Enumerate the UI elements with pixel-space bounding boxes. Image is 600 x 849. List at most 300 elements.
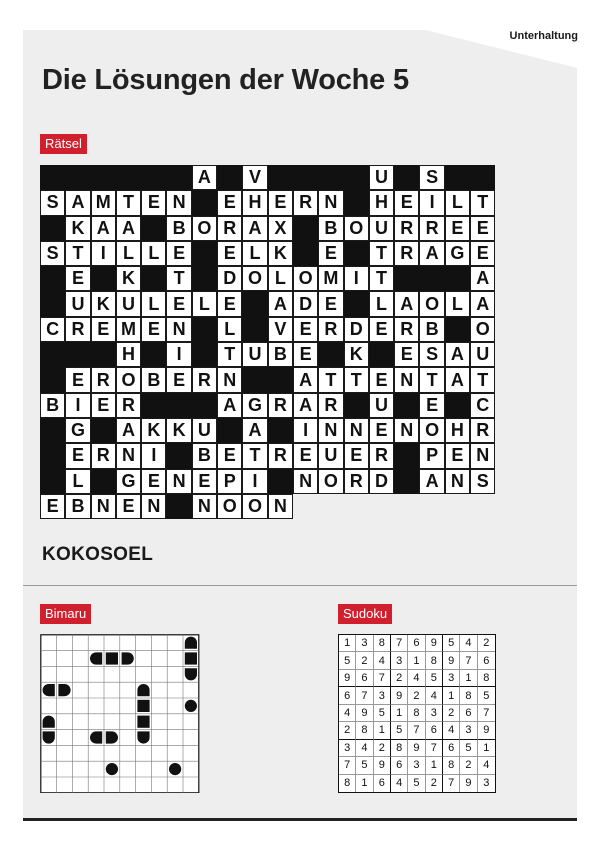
- letter-cell: L: [116, 241, 141, 266]
- letter-cell: R: [293, 190, 318, 215]
- letter-cell: E: [217, 241, 242, 266]
- sudoku-cell: 7: [391, 635, 408, 652]
- letter-cell: R: [116, 393, 141, 418]
- letter-cell: T: [166, 266, 191, 291]
- letter-cell: E: [217, 190, 242, 215]
- ship-segment-right: [58, 684, 70, 696]
- letter-cell: L: [192, 291, 217, 316]
- crossword-row: [40, 418, 495, 443]
- ship-segment-bottom: [43, 731, 55, 743]
- sudoku-cell: 6: [460, 705, 477, 722]
- sudoku-cell: 9: [408, 740, 425, 757]
- sudoku-cell: 7: [356, 687, 373, 704]
- ship-segment-left: [90, 731, 102, 743]
- ship-segment-sub: [106, 763, 118, 775]
- crossword-row: [40, 393, 495, 418]
- letter-cell: A: [470, 291, 495, 316]
- sudoku-cell: 3: [443, 670, 460, 687]
- letter-cell: A: [293, 367, 318, 392]
- sudoku-cell: 2: [391, 670, 408, 687]
- letter-cell: E: [65, 367, 90, 392]
- black-cell: [141, 165, 166, 190]
- letter-cell: R: [394, 317, 419, 342]
- black-cell: [344, 190, 369, 215]
- sudoku-tag: Sudoku: [338, 604, 392, 624]
- letter-cell: L: [369, 291, 394, 316]
- sudoku-cell: 9: [478, 722, 495, 739]
- sudoku-cell: 1: [339, 635, 356, 652]
- bimaru-grid: [40, 634, 200, 793]
- letter-cell: K: [65, 216, 90, 241]
- letter-cell: A: [116, 216, 141, 241]
- letter-cell: O: [116, 367, 141, 392]
- letter-cell: K: [141, 418, 166, 443]
- sudoku-cell: 2: [339, 722, 356, 739]
- sudoku-cell: 4: [460, 635, 477, 652]
- sudoku-cell: 4: [408, 670, 425, 687]
- letter-cell: E: [318, 241, 343, 266]
- sudoku-cell: 8: [391, 740, 408, 757]
- black-cell: [242, 367, 267, 392]
- letter-cell: S: [40, 241, 65, 266]
- letter-cell: H: [369, 190, 394, 215]
- black-cell: [318, 165, 343, 190]
- letter-cell: L: [242, 241, 267, 266]
- letter-cell: B: [141, 367, 166, 392]
- sudoku-cell: 5: [408, 775, 425, 792]
- letter-cell: A: [470, 266, 495, 291]
- ship-segment-mid: [185, 652, 197, 664]
- letter-cell: U: [116, 291, 141, 316]
- sudoku-cell: 2: [356, 652, 373, 669]
- letter-cell: R: [268, 443, 293, 468]
- ship-segment-mid: [137, 716, 149, 728]
- sudoku-cell: 7: [374, 670, 391, 687]
- letter-cell: O: [419, 291, 444, 316]
- black-cell: [166, 494, 191, 519]
- letter-cell: N: [268, 494, 293, 519]
- letter-cell: O: [242, 494, 267, 519]
- black-cell: [40, 469, 65, 494]
- letter-cell: I: [91, 241, 116, 266]
- sudoku-cell: 8: [443, 757, 460, 774]
- black-cell: [242, 317, 267, 342]
- black-cell: [192, 266, 217, 291]
- black-cell: [268, 469, 293, 494]
- black-cell: [445, 266, 470, 291]
- sudoku-cell: 2: [374, 740, 391, 757]
- letter-cell: E: [91, 393, 116, 418]
- letter-cell: E: [268, 190, 293, 215]
- letter-cell: R: [217, 216, 242, 241]
- ship-segment-bottom: [137, 731, 149, 743]
- letter-cell: N: [116, 443, 141, 468]
- sudoku-cell: 1: [460, 670, 477, 687]
- sudoku-cell: 7: [478, 705, 495, 722]
- letter-cell: R: [318, 317, 343, 342]
- letter-cell: T: [470, 367, 495, 392]
- letter-cell: E: [65, 443, 90, 468]
- letter-cell: D: [344, 317, 369, 342]
- letter-cell: K: [91, 291, 116, 316]
- empty-cell: [318, 494, 343, 519]
- sudoku-cell: 8: [478, 670, 495, 687]
- black-cell: [217, 418, 242, 443]
- letter-cell: H: [116, 342, 141, 367]
- ship-segment-top: [137, 684, 149, 696]
- black-cell: [40, 266, 65, 291]
- letter-cell: A: [268, 291, 293, 316]
- sudoku-cell: 7: [408, 722, 425, 739]
- letter-cell: R: [65, 317, 90, 342]
- empty-cell: [293, 494, 318, 519]
- sudoku-cell: 4: [391, 775, 408, 792]
- sudoku-cell: 6: [356, 670, 373, 687]
- black-cell: [445, 393, 470, 418]
- letter-cell: T: [419, 367, 444, 392]
- letter-cell: A: [65, 190, 90, 215]
- letter-cell: R: [344, 469, 369, 494]
- black-cell: [166, 443, 191, 468]
- letter-cell: N: [445, 469, 470, 494]
- letter-cell: G: [242, 393, 267, 418]
- letter-cell: N: [192, 494, 217, 519]
- letter-cell: S: [40, 190, 65, 215]
- sudoku-cell: 4: [426, 687, 443, 704]
- crossword-row: [40, 216, 495, 241]
- letter-cell: U: [369, 393, 394, 418]
- letter-cell: E: [91, 317, 116, 342]
- ship-segment-right: [106, 731, 118, 743]
- letter-cell: N: [141, 494, 166, 519]
- letter-cell: E: [166, 367, 191, 392]
- black-cell: [91, 418, 116, 443]
- letter-cell: H: [242, 190, 267, 215]
- letter-cell: N: [318, 190, 343, 215]
- letter-cell: E: [445, 216, 470, 241]
- letter-cell: O: [293, 266, 318, 291]
- black-cell: [40, 216, 65, 241]
- letter-cell: E: [141, 190, 166, 215]
- black-cell: [192, 342, 217, 367]
- black-cell: [268, 418, 293, 443]
- sudoku-cell: 1: [426, 757, 443, 774]
- letter-cell: T: [242, 443, 267, 468]
- letter-cell: X: [268, 216, 293, 241]
- letter-cell: E: [116, 494, 141, 519]
- letter-cell: E: [166, 291, 191, 316]
- letter-cell: U: [470, 342, 495, 367]
- black-cell: [445, 317, 470, 342]
- sudoku-cell: 3: [483, 777, 490, 790]
- letter-cell: E: [419, 393, 444, 418]
- crossword-row: [40, 165, 495, 190]
- empty-cell: [445, 494, 470, 519]
- letter-cell: N: [293, 469, 318, 494]
- black-cell: [65, 165, 90, 190]
- ship-segment-sub: [169, 763, 181, 775]
- sudoku-cell: 6: [478, 652, 495, 669]
- letter-cell: N: [394, 418, 419, 443]
- letter-cell: E: [141, 317, 166, 342]
- letter-cell: B: [40, 393, 65, 418]
- sudoku-cell: 2: [478, 635, 495, 652]
- letter-cell: O: [242, 266, 267, 291]
- sudoku-cell: 9: [374, 757, 391, 774]
- letter-cell: A: [419, 241, 444, 266]
- sudoku-cell: 5: [443, 635, 460, 652]
- letter-cell: I: [141, 443, 166, 468]
- ship-segment-left: [90, 652, 102, 664]
- ship-segment-mid: [106, 652, 118, 664]
- black-cell: [318, 342, 343, 367]
- letter-cell: D: [369, 469, 394, 494]
- black-cell: [192, 393, 217, 418]
- letter-cell: E: [192, 469, 217, 494]
- letter-cell: T: [217, 342, 242, 367]
- sudoku-cell: 3: [374, 687, 391, 704]
- sudoku-cell: 3: [408, 757, 425, 774]
- letter-cell: R: [91, 443, 116, 468]
- letter-cell: C: [470, 393, 495, 418]
- letter-cell: H: [445, 418, 470, 443]
- letter-cell: I: [344, 266, 369, 291]
- sudoku-cell: 4: [339, 705, 356, 722]
- crossword-row: [40, 367, 495, 392]
- letter-cell: E: [293, 317, 318, 342]
- letter-cell: B: [192, 443, 217, 468]
- letter-cell: A: [445, 342, 470, 367]
- letter-cell: E: [394, 342, 419, 367]
- black-cell: [141, 393, 166, 418]
- letter-cell: N: [91, 494, 116, 519]
- sudoku-cell: 5: [339, 652, 356, 669]
- sudoku-cell: 9: [443, 652, 460, 669]
- letter-cell: N: [166, 190, 191, 215]
- black-cell: [344, 393, 369, 418]
- crossword-row: [40, 494, 495, 519]
- letter-cell: G: [445, 241, 470, 266]
- sudoku-cell: 3: [460, 722, 477, 739]
- black-cell: [344, 165, 369, 190]
- black-cell: [40, 291, 65, 316]
- sudoku-cell: 9: [426, 635, 443, 652]
- black-cell: [65, 342, 90, 367]
- letter-cell: T: [470, 190, 495, 215]
- letter-cell: I: [65, 393, 90, 418]
- section-divider: [23, 585, 577, 586]
- letter-cell: T: [369, 241, 394, 266]
- letter-cell: O: [419, 418, 444, 443]
- black-cell: [394, 443, 419, 468]
- letter-cell: E: [318, 291, 343, 316]
- ship-segment-top: [185, 637, 197, 649]
- letter-cell: U: [65, 291, 90, 316]
- letter-cell: K: [268, 241, 293, 266]
- sudoku-cell: 7: [443, 775, 460, 792]
- letter-cell: R: [268, 393, 293, 418]
- crossword-row: [40, 443, 495, 468]
- empty-cell: [344, 494, 369, 519]
- letter-cell: E: [65, 266, 90, 291]
- black-cell: [91, 165, 116, 190]
- black-cell: [166, 165, 191, 190]
- ship-segment-sub: [185, 700, 197, 712]
- letter-cell: I: [419, 190, 444, 215]
- letter-cell: G: [116, 469, 141, 494]
- letter-cell: K: [344, 342, 369, 367]
- sudoku-cell: 4: [478, 757, 495, 774]
- sudoku-cell: 9: [339, 670, 356, 687]
- black-cell: [40, 367, 65, 392]
- letter-cell: A: [116, 418, 141, 443]
- section-label: Unterhaltung: [509, 30, 578, 42]
- letter-cell: A: [394, 291, 419, 316]
- letter-cell: B: [166, 216, 191, 241]
- letter-cell: V: [242, 165, 267, 190]
- letter-cell: O: [217, 494, 242, 519]
- letter-cell: O: [470, 317, 495, 342]
- crossword-row: [40, 241, 495, 266]
- sudoku-cell: 5: [356, 757, 373, 774]
- black-cell: [91, 266, 116, 291]
- letter-cell: P: [217, 469, 242, 494]
- letter-cell: D: [217, 266, 242, 291]
- letter-cell: A: [242, 216, 267, 241]
- letter-cell: K: [116, 266, 141, 291]
- sudoku-cell: 8: [426, 652, 443, 669]
- letter-cell: I: [166, 342, 191, 367]
- black-cell: [419, 266, 444, 291]
- letter-cell: M: [116, 317, 141, 342]
- empty-cell: [369, 494, 394, 519]
- letter-cell: G: [65, 418, 90, 443]
- letter-cell: B: [65, 494, 90, 519]
- letter-cell: A: [293, 393, 318, 418]
- crossword-row: [40, 317, 495, 342]
- letter-cell: A: [242, 418, 267, 443]
- letter-cell: M: [91, 190, 116, 215]
- letter-cell: A: [419, 469, 444, 494]
- sudoku-cell: 6: [339, 687, 356, 704]
- letter-cell: P: [419, 443, 444, 468]
- black-cell: [40, 443, 65, 468]
- sudoku-cell: 1: [391, 705, 408, 722]
- empty-cell: [470, 494, 495, 519]
- black-cell: [268, 367, 293, 392]
- letter-cell: R: [192, 367, 217, 392]
- letter-cell: V: [268, 317, 293, 342]
- letter-cell: T: [318, 367, 343, 392]
- letter-cell: U: [242, 342, 267, 367]
- sudoku-cell: 5: [391, 722, 408, 739]
- sudoku-cell: 1: [443, 687, 460, 704]
- letter-cell: S: [470, 469, 495, 494]
- sudoku-cell: 7: [426, 740, 443, 757]
- letter-cell: E: [470, 216, 495, 241]
- black-cell: [192, 241, 217, 266]
- black-cell: [369, 342, 394, 367]
- letter-cell: N: [470, 443, 495, 468]
- letter-cell: E: [141, 469, 166, 494]
- ship-segment-right: [122, 652, 134, 664]
- letter-cell: E: [470, 241, 495, 266]
- sudoku-cell: 9: [356, 705, 373, 722]
- bottom-rule: [23, 818, 577, 821]
- crossword-grid: [40, 165, 495, 519]
- sudoku-cell: 6: [443, 740, 460, 757]
- black-cell: [394, 469, 419, 494]
- black-cell: [344, 291, 369, 316]
- sudoku-cell: 7: [460, 652, 477, 669]
- letter-cell: A: [217, 393, 242, 418]
- letter-cell: T: [65, 241, 90, 266]
- letter-cell: A: [192, 165, 217, 190]
- sudoku-cell: 7: [339, 757, 356, 774]
- sudoku-cell: 5: [426, 670, 443, 687]
- letter-cell: E: [369, 418, 394, 443]
- black-cell: [116, 165, 141, 190]
- sudoku-cell: 8: [408, 705, 425, 722]
- black-cell: [166, 393, 191, 418]
- letter-cell: L: [268, 266, 293, 291]
- sudoku-cell: 8: [460, 687, 477, 704]
- crossword-row: [40, 291, 495, 316]
- sudoku-cell: 5: [478, 687, 495, 704]
- sudoku-cell: 8: [339, 775, 356, 792]
- sudoku-cell: 8: [374, 635, 391, 652]
- sudoku-cell: 1: [356, 775, 373, 792]
- letter-cell: R: [318, 393, 343, 418]
- letter-cell: E: [369, 317, 394, 342]
- letter-cell: R: [91, 367, 116, 392]
- letter-cell: R: [369, 443, 394, 468]
- letter-cell: S: [419, 342, 444, 367]
- letter-cell: N: [217, 367, 242, 392]
- sudoku-cell: 8: [356, 722, 373, 739]
- page-title: Die Lösungen der Woche 5: [42, 64, 409, 96]
- letter-cell: E: [293, 342, 318, 367]
- letter-cell: E: [40, 494, 65, 519]
- sudoku-cell: 6: [374, 775, 391, 792]
- letter-cell: T: [116, 190, 141, 215]
- black-cell: [394, 266, 419, 291]
- letter-cell: T: [344, 367, 369, 392]
- letter-cell: B: [419, 317, 444, 342]
- crossword-row: [40, 469, 495, 494]
- sudoku-cell: 2: [443, 705, 460, 722]
- letter-cell: L: [445, 291, 470, 316]
- sudoku-cell: 3: [356, 635, 373, 652]
- letter-cell: R: [419, 216, 444, 241]
- letter-cell: U: [318, 443, 343, 468]
- letter-cell: N: [166, 317, 191, 342]
- sudoku-cell: 2: [460, 757, 477, 774]
- sudoku-cell: 3: [391, 652, 408, 669]
- black-cell: [344, 241, 369, 266]
- letter-cell: A: [445, 367, 470, 392]
- letter-cell: M: [318, 266, 343, 291]
- sudoku-cell: 5: [460, 740, 477, 757]
- black-cell: [40, 165, 65, 190]
- sudoku-cell: 1: [408, 652, 425, 669]
- raetsel-tag: Rätsel: [40, 134, 87, 154]
- sudoku-cell: 2: [426, 775, 443, 792]
- letter-cell: L: [217, 317, 242, 342]
- crossword-row: [40, 266, 495, 291]
- sudoku-cell: 5: [374, 705, 391, 722]
- sudoku-cell: 6: [408, 635, 425, 652]
